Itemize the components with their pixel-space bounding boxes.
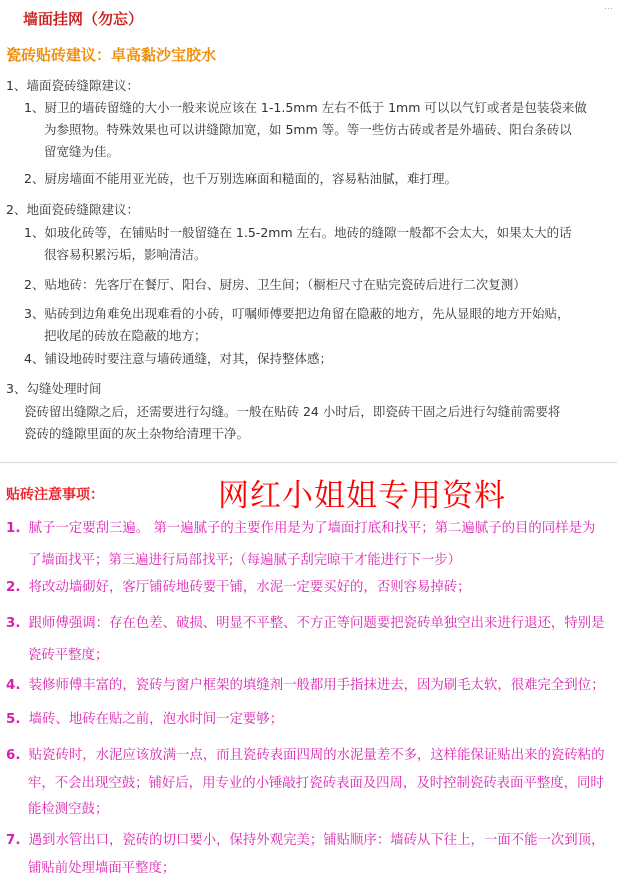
note-number: 5. [6,712,21,727]
note-line: 贴瓷砖时，水泥应该放满一点，而且瓷砖表面四周的水泥量差不多，这样能保证贴出来的瓷砖粘的 [28,748,605,763]
divider [0,462,617,463]
notes-heading: 贴砖注意事项： [6,487,104,503]
note-line: 腻子一定要刮三遍。 第一遍腻子的主要作用是为了墙面打底和找平；第二遍腻子的目的同样是为 [28,521,596,536]
note-1 [6,513,595,545]
floor-gap-item-1-line-2: 很容易积累污垢，影响清洁。 [44,247,207,262]
note-number: 2. [6,580,21,595]
wall-gap-item-1-line-3: 留宽缝为佳。 [44,144,120,159]
floor-gap-item-4: 4、铺设地砖时要注意与墙砖通缝，对其，保持整体感； [24,351,332,366]
note-2 [6,572,471,604]
tile-suggestion-heading: 瓷砖贴砖建议：卓高黏沙宝胶水 [6,46,217,64]
floor-gap-heading: 2、地面瓷砖缝隙建议： [6,202,139,217]
watermark-banner: 网红小姐姐专用资料 [218,478,506,514]
note-line: 将改动墙砌好，客厅铺砖地砖要干铺，水泥一定要买好的，否则容易掉砖； [28,580,471,595]
wall-gap-item-1-line-1: 1、厨卫的墙砖留缝的大小一般来说应该在 1-1.5mm 左右不低于 1mm 可以以气钉或者是包装袋来做 [24,100,587,115]
note-6-line-2: 牢，不会出现空鼓；铺好后，用专业的小锤敲打瓷砖表面及四周，及时控制瓷砖表面平整度，同时 [28,776,604,791]
note-4 [6,670,604,702]
note-number: 7. [6,833,21,848]
note-6-line-3: 能检测空鼓； [28,802,109,817]
note-5 [6,704,283,736]
note-line: 装修师傅丰富的，瓷砖与窗户框架的填缝剂一般都用手指抹进去，因为刷毛太软，很难完全到位； [28,678,605,693]
note-number: 6. [6,748,21,763]
note-number: 1. [6,521,21,536]
note-3 [6,608,604,640]
floor-gap-item-3-line-2: 把收尾的砖放在隐蔽的地方； [44,328,207,343]
grout-time-heading: 3、勾缝处理时间 [6,381,102,396]
note-3-line-2: 瓷砖平整度； [28,648,109,663]
note-7-line-2: 铺贴前处理墙面平整度； [28,861,176,876]
grout-time-body-line-2: 瓷砖的缝隙里面的灰土杂物给清理干净。 [24,426,250,441]
floor-gap-item-1-line-1: 1、如玻化砖等，在铺贴时一般留缝在 1.5-2mm 左右。地砖的缝隙一般都不会太大，如果太大的话 [24,225,572,240]
note-number: 4. [6,678,21,693]
corner-mark: … [604,2,613,12]
note-line: 跟师傅强调：存在色差、破损、明显不平整、不方正等问题要把瓷砖单独空出来进行退还，特别是 [28,616,605,631]
wall-gap-item-1-line-2: 为参照物。特殊效果也可以讲缝隙加宽，如 5mm 等。等一些仿古砖或者是外墙砖、阳台条砖以 [44,122,572,137]
note-number: 3. [6,616,21,631]
floor-gap-item-2: 2、贴地砖：先客厅在餐厅、阳台、厨房、卫生间；（橱柜尺寸在贴完瓷砖后进行二次复测） [24,277,526,292]
grout-time-body-line-1: 瓷砖留出缝隙之后，还需要进行勾缝。一般在贴砖 24 小时后，即瓷砖干固之后进行勾缝前需要将 [24,404,561,419]
wall-gap-heading: 1、墙面瓷砖缝隙建议： [6,78,139,93]
note-line: 墙砖、地砖在贴之前，泡水时间一定要够； [28,712,284,727]
note-1-line-2: 了墙面找平；第三遍进行局部找平;（每遍腻子刮完晾干才能进行下一步） [28,553,462,568]
note-line: 遇到水管出口，瓷砖的切口要小，保持外观完美；铺贴顺序：墙砖从下往上，一面不能一次到顶， [28,833,605,848]
floor-gap-item-3-line-1: 3、贴砖到边角难免出现难看的小砖，叮嘱师傅要把边角留在隐蔽的地方，先从显眼的地方开始贴， [24,306,570,321]
page-title: 墙面挂网（勿忘） [23,10,144,28]
wall-gap-item-2: 2、厨房墙面不能用亚光砖，也千万别选麻面和糙面的，容易粘油腻，难打理。 [24,171,457,186]
